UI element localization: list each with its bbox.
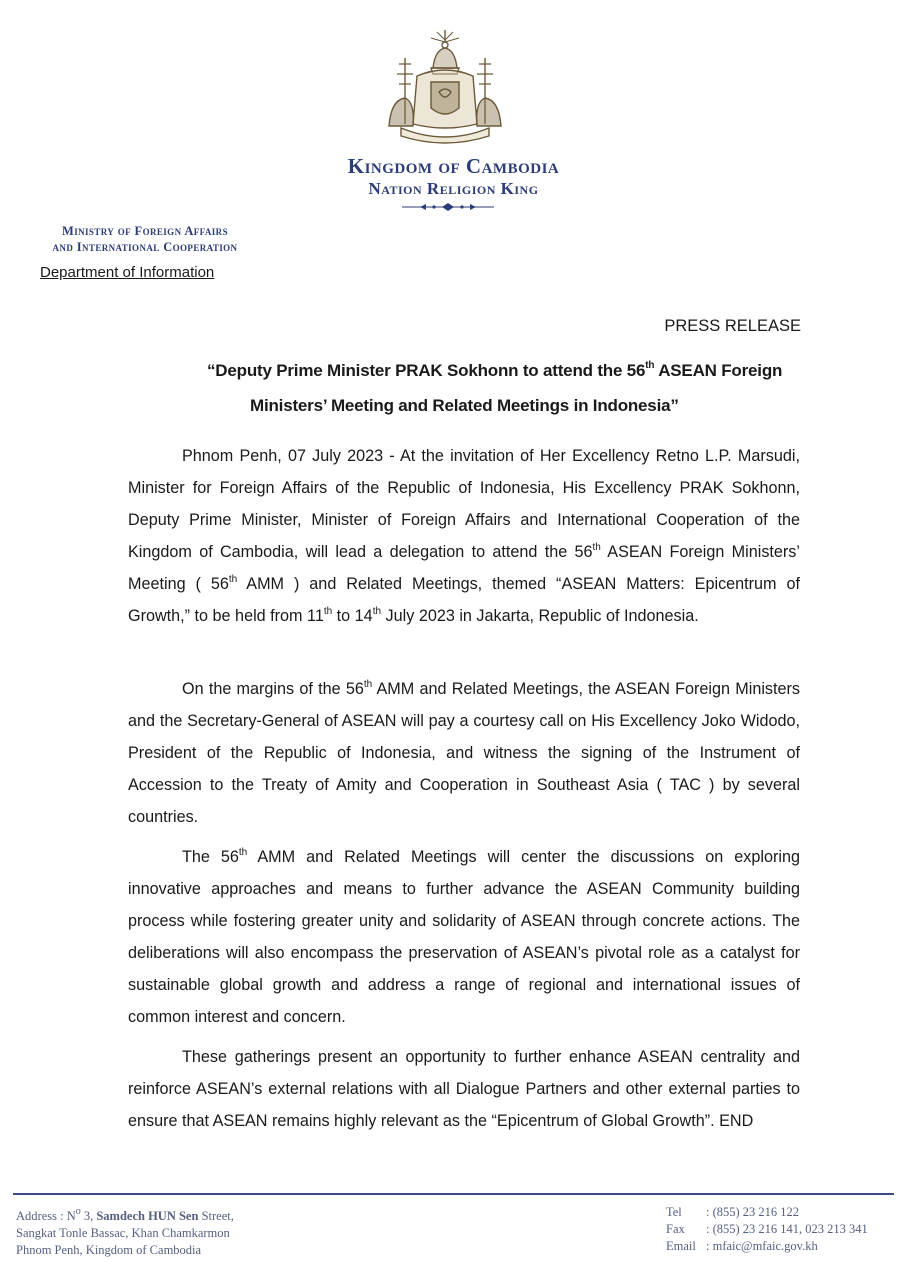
national-motto: Nation Religion King (368, 179, 539, 198)
footer-contact (666, 1204, 868, 1255)
body-paragraph-2: On the margins of the 56th AMM and Related Meetings, the ASEAN Foreign Ministers and the Secretary-General of ASEAN will pay a courtesy call on His Excellency Joko Widodo, President of the Republic of Indonesia, and witness the signing of the Instrument of Accession to the Treaty of Amity and Cooperation in Southeast Asia ( TAC ) by several countries. (128, 678, 800, 826)
footer-tel: Tel : (855) 23 216 122 (666, 1205, 800, 1219)
release-title-line1: “Deputy Prime Minister PRAK Sokhonn to attend the 56th ASEAN Foreign (207, 360, 783, 380)
footer-divider (13, 1193, 894, 1195)
ornament-divider-icon (398, 202, 498, 212)
release-title-line2: Ministers’ Meeting and Related Meetings in Indonesia” (250, 396, 679, 415)
royal-coat-of-arms-icon (381, 28, 509, 146)
footer-fax: Fax : (855) 23 216 141, 023 213 341 (666, 1222, 868, 1236)
body-paragraph-1: Phnom Penh, 07 July 2023 - At the invitation of Her Excellency Retno L.P. Marsudi, Minister for Foreign Affairs of the Republic of Indonesia, His Excellency PRAK Sokhonn, Deputy Prime Minister, Minister of Foreign Affairs and International Cooperation of the Kingdom of Cambodia, will lead a delegation to attend the 56th ASEAN Foreign Ministers’ Meeting ( 56th AMM ) and Related Meetings, themed “ASEAN Matters: Epicentrum of Growth,” to be held from 11th to 14th July 2023 in Jakarta, Republic of Indonesia. (128, 447, 800, 625)
ministry-name-line1: Ministry of Foreign Affairs (62, 224, 228, 238)
footer-email: Email : mfaic@mfaic.gov.kh (666, 1239, 818, 1253)
press-release-label: PRESS RELEASE (664, 317, 801, 335)
body-paragraph-4: These gatherings present an opportunity to further enhance ASEAN centrality and reinforce ASEAN’s external relations with all Dialogue Partners and other external parties to ensure that ASEAN remains highly relevant as the “Epicentrum of Global Growth”. END (128, 1048, 800, 1130)
department-name: Department of Information (40, 264, 215, 281)
body-paragraph-3: The 56th AMM and Related Meetings will center the discussions on exploring innovative approaches and means to further advance the ASEAN Community building process while fostering greater unity and solidarity of ASEAN through concrete actions. The deliberations will also encompass the preservation of ASEAN’s pivotal role as a catalyst for sustainable global growth and address a range of regional and international issues of common interest and concern. (128, 846, 800, 1026)
footer-address: Address : $N^o$ 3, Samdech HUN Sen Street, Sangkat Tonle Bassac, Khan Chamkarmon Phnom Penh, Kingdom of Cambodia (16, 1205, 234, 1257)
ministry-name-line2: and International Cooperation (52, 240, 238, 254)
kingdom-name: Kingdom of Cambodia (347, 154, 560, 178)
